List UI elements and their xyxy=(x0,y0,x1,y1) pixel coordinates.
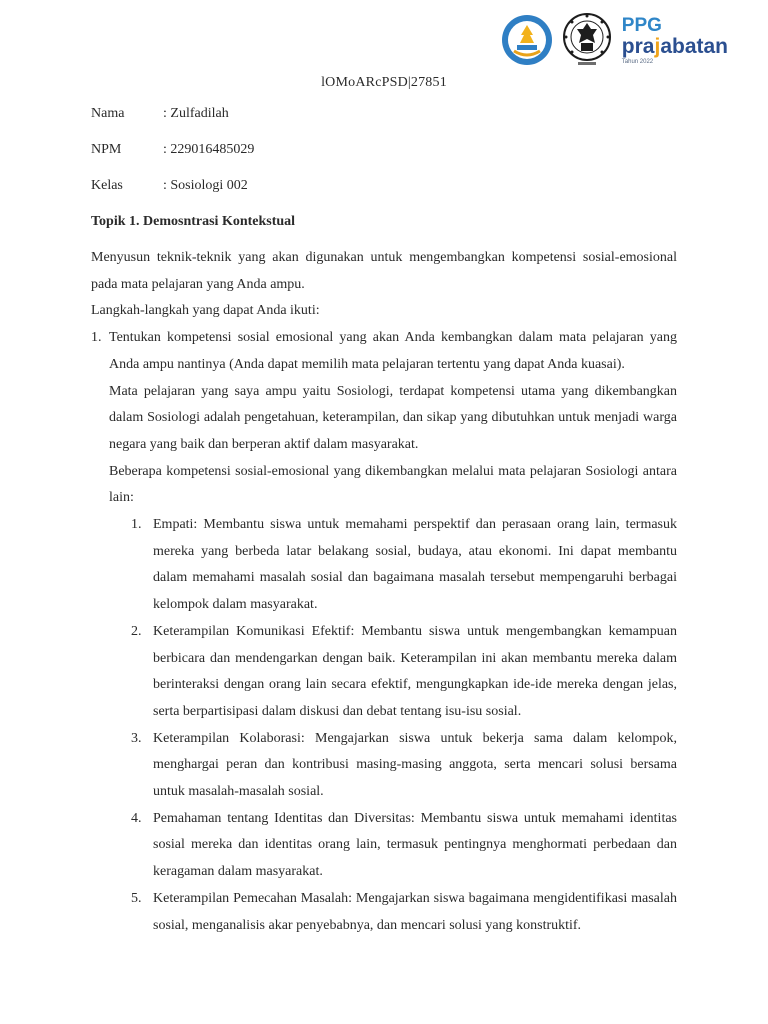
competency-number: 5. xyxy=(131,890,142,906)
identity-nama-row xyxy=(91,96,677,132)
competency-text: Keterampilan Pemecahan Masalah: Mengajarkan siswa bagaimana mengidentifikasi masalah sosial, menganalisis akar penyebabnya, dan mencari solusi yang konstruktif. xyxy=(153,890,677,933)
kelas-value: : Sosiologi 002 xyxy=(163,177,248,193)
competency-text: Keterampilan Komunikasi Efektif: Membantu siswa untuk mengembangkan kemampuan berbicara dan mendengarkan dengan baik. Keterampilan ini akan membantu mereka dalam berinteraksi dengan orang lain secara efektif, mengungkapkan ide-ide mereka dengan jelas, serta berpartisipasi dalam diskusi dan debat tentang isu-isu sosial. xyxy=(153,623,677,719)
ppg-logo-text: PPG xyxy=(621,14,662,36)
tahun-logo-text: Tahun 2022 xyxy=(621,58,654,65)
ppg-prajabatan-logo xyxy=(622,16,728,65)
competency-item xyxy=(109,806,677,886)
competency-number: 4. xyxy=(131,810,142,826)
step-item xyxy=(91,325,677,939)
steps-title: Langkah-langkah yang dapat Anda ikuti: xyxy=(91,303,320,319)
topic-heading: Topik 1. Demosntrasi Kontekstual xyxy=(91,213,296,229)
step-number: 1. xyxy=(91,330,102,346)
competency-text: Keterampilan Kolaborasi: Mengajarkan siswa untuk bekerja sama dalam kelompok, menghargai peran dan kontribusi masing-masing anggota, serta mencari solusi bersama untuk masalah-masalah sosial. xyxy=(153,730,677,800)
step-instruction: Tentukan kompetensi sosial emosional yang akan Anda kembangkan dalam mata pelajaran yang Anda ampu nantinya (Anda dapat memilih mata pelajaran tertentu yang dapat Anda kuasai). xyxy=(109,330,677,372)
document-id: lOMoARcPSD|27851 xyxy=(321,75,447,90)
nama-value: : Zulfadilah xyxy=(163,105,229,121)
competency-number: 1. xyxy=(131,517,142,533)
npm-value: : 229016485029 xyxy=(163,141,255,157)
identity-npm-row xyxy=(91,132,677,168)
step-answer: Mata pelajaran yang saya ampu yaitu Sosiologi, terdapat kompetensi utama yang dikembangkan dalam Sosiologi adalah pengetahuan, keterampilan, dan sikap yang dibutuhkan untuk menjadi warga negara yang baik dan berperan aktif dalam masyarakat. xyxy=(109,383,677,452)
document-body xyxy=(91,96,677,939)
competency-item xyxy=(109,619,677,726)
kelas-label: Kelas xyxy=(91,177,123,193)
competency-text: Empati: Membantu siswa untuk memahami perspektif dan perasaan orang lain, termasuk mereka yang berbeda latar belakang sosial, budaya, atau ekonomi. Ini dapat membantu dalam memahami masalah sosial dan bagaimana masalah tersebut mempengaruhi berbagai kelompok dalam masyarakat. xyxy=(153,517,677,613)
nama-label: Nama xyxy=(91,105,125,121)
identity-kelas-row xyxy=(91,168,677,204)
competency-item xyxy=(109,886,677,939)
university-seal-icon xyxy=(562,12,612,68)
competency-number: 2. xyxy=(131,623,142,639)
competency-item xyxy=(109,726,677,806)
step-lead: Beberapa kompetensi sosial-emosional yang dikembangkan melalui mata pelajaran Sosiologi antara lain: xyxy=(109,463,677,506)
tut-wuri-handayani-logo-icon xyxy=(500,13,554,67)
competency-number: 3. xyxy=(131,730,142,746)
competency-item xyxy=(109,512,677,619)
prajabatan-logo-text: prajabatan xyxy=(621,34,728,58)
intro-paragraph: Menyusun teknik-teknik yang akan digunakan untuk mengembangkan kompetensi sosial-emosional pada mata pelajaran yang Anda ampu. xyxy=(91,250,677,292)
competency-text: Pemahaman tentang Identitas dan Diversitas: Membantu siswa untuk memahami identitas sosial mereka dan identitas orang lain, termasuk pentingnya menghormati perbedaan dan keragaman dalam masyarakat. xyxy=(153,810,677,880)
competency-list xyxy=(109,512,677,939)
step-body xyxy=(109,325,677,939)
npm-label: NPM xyxy=(91,141,122,157)
header-logos xyxy=(500,12,728,68)
